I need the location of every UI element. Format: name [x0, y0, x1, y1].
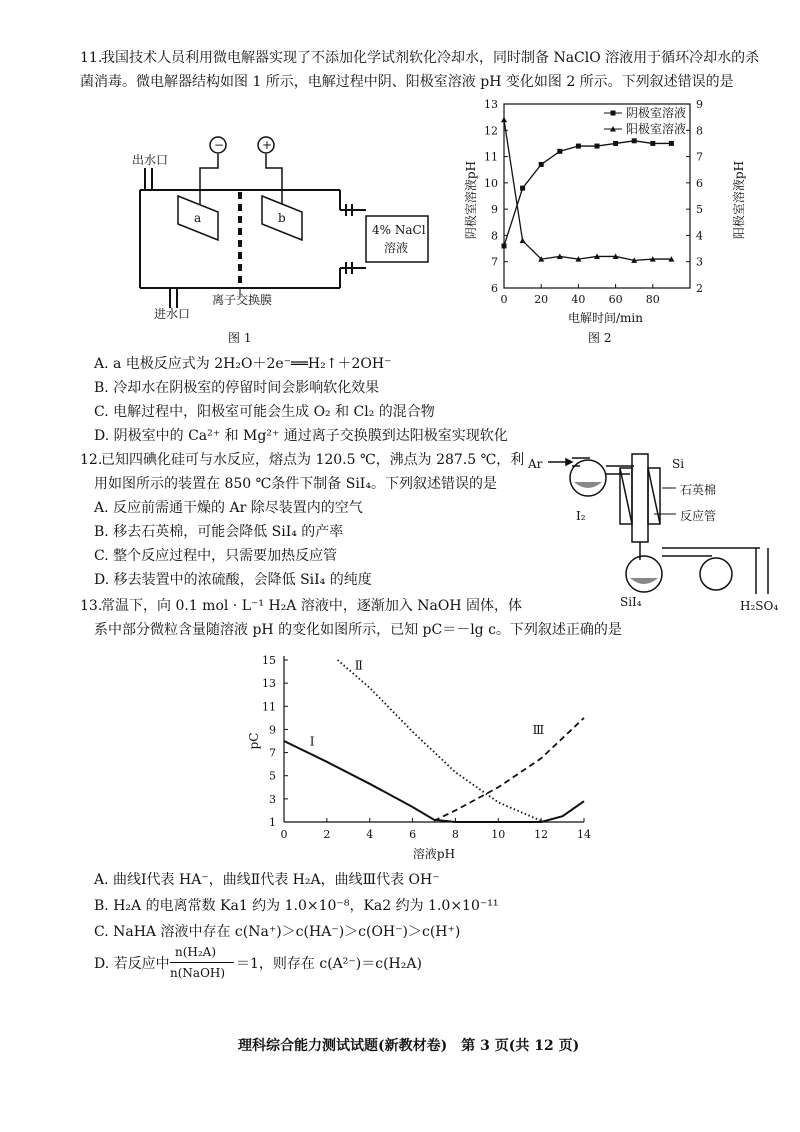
fig2-y2-tick-label: 8 [696, 124, 703, 138]
q11-option-b: B. 冷却水在阴极室的停留时间会影响软化效果 [94, 380, 380, 396]
fig2-x-tick-label: 40 [571, 293, 586, 306]
q13-number: 13. [80, 598, 103, 614]
q12-option-c: C. 整个反应过程中，只需要加热反应管 [94, 548, 338, 564]
fig2-y2-tick-label: 5 [696, 203, 703, 217]
fig3-y-axis-label: pC [247, 732, 261, 750]
fig1-caption: 图 1 [228, 331, 252, 345]
q12-label-quartz: 石英棉 [680, 483, 717, 497]
fig2-y-tick-label: 12 [484, 124, 498, 138]
fig3-x-tick-label: 0 [280, 828, 288, 841]
fig2-ylabel-right: 阳极室溶液pH [732, 160, 747, 240]
fig3-curve-label-1: Ⅰ [309, 734, 315, 749]
fig2-y-tick-label: 10 [484, 176, 498, 190]
q12-number: 12. [80, 452, 103, 468]
fig3-y-tick-label: 5 [269, 769, 276, 783]
fig2-xlabel: 电解时间/min [568, 311, 643, 325]
fig3-y-tick-label: 3 [269, 792, 276, 806]
q12-label-i2: I₂ [576, 509, 586, 523]
fig1-electrode-a: a [194, 211, 202, 225]
fig2-y2-tick-label: 6 [696, 176, 703, 190]
fig3-x-tick-label: 2 [323, 828, 331, 841]
fig2-y2-tick-label: 9 [696, 98, 703, 111]
q13-stem-line2: 系中部分微粒含量随溶液 pH 的变化如图所示，已知 pC＝－lg c。下列叙述正确的是 [94, 622, 622, 638]
fig3-x-tick-label: 10 [491, 828, 506, 841]
q13-option-a: A. 曲线Ⅰ代表 HA⁻，曲线Ⅱ代表 H₂A，曲线Ⅲ代表 OH⁻ [94, 872, 440, 888]
fig1-positive-terminal: + [262, 138, 273, 152]
fig3-curve-2 [338, 660, 542, 821]
fig1-nacl-box-line2: 溶液 [384, 241, 409, 255]
fig3-x-axis-label: 溶液pH [412, 847, 456, 861]
fig2-x-tick-label: 80 [645, 293, 660, 306]
q11-stem-line1: 我国技术人员利用微电解器实现了不添加化学试剂软化冷却水，同时制备 NaClO 溶液用于循环冷却水的杀 [101, 50, 760, 66]
fig2-caption: 图 2 [588, 331, 612, 345]
q12-label-tube: 反应管 [680, 509, 717, 523]
fig3-y-tick-label: 7 [269, 746, 276, 760]
fig3-curve-label-2: Ⅱ [354, 658, 363, 673]
fig3-curve-1 [284, 741, 584, 822]
fig3-y-tick-label: 1 [269, 816, 276, 829]
q11-option-a: A. a 电极反应式为 2H₂O＋2e⁻══H₂↑＋2OH⁻ [94, 356, 392, 372]
q11-option-c: C. 电解过程中，阳极室可能会生成 O₂ 和 Cl₂ 的混合物 [94, 404, 435, 420]
fig2-x-tick-label: 60 [608, 293, 623, 306]
q12-label-sii4: SiI₄ [620, 595, 642, 609]
q13-stem-line1: 常温下，向 0.1 mol · L⁻¹ H₂A 溶液中，逐渐加入 NaOH 固体，体 [101, 598, 523, 614]
fig1-nacl-box-line1: 4% NaCl [372, 223, 426, 237]
fig3-x-tick-label: 6 [409, 828, 417, 841]
fig3-y-tick-label: 15 [262, 654, 276, 667]
q12-option-b: B. 移去石英棉，可能会降低 SiI₄ 的产率 [94, 524, 344, 540]
fig2-y2-tick-label: 7 [696, 150, 703, 164]
fig3-curve-label-3: Ⅲ [532, 723, 545, 738]
fig1-negative-terminal: − [214, 138, 225, 152]
fig3-x-tick-label: 14 [577, 828, 591, 841]
fig2-ylabel-left: 阴极室溶液pH [464, 160, 479, 240]
q12-option-a: A. 反应前需通干燥的 Ar 除尽装置内的空气 [94, 500, 363, 516]
fig2-y2-tick-label: 2 [696, 282, 703, 295]
fig1-outlet-label: 出水口 [132, 153, 169, 167]
fig3-y-tick-label: 11 [262, 700, 276, 714]
fig3-curve-3 [434, 718, 584, 821]
fig3-x-tick-label: 12 [534, 828, 549, 841]
fig1-membrane-label: 离子交换膜 [212, 293, 273, 307]
fig2-y-tick-label: 11 [484, 150, 498, 164]
fig2-x-tick-label: 0 [500, 293, 508, 306]
q12-option-d: D. 移去装置中的浓硫酸，会降低 SiI₄ 的纯度 [94, 572, 372, 588]
q12-stem-line2: 用如图所示的装置在 850 ℃条件下制备 SiI₄。下列叙述错误的是 [94, 476, 497, 492]
q13-option-d-denominator: n(NaOH) [170, 966, 226, 980]
fig2-y-tick-label: 13 [484, 98, 498, 111]
q13-option-d-prefix: D. 若反应中 [94, 956, 170, 972]
fig2-y2-tick-label: 3 [696, 255, 703, 269]
q13-option-d-numerator: n(H₂A) [175, 945, 217, 959]
fig1-electrode-b: b [278, 211, 286, 225]
fig2-x-tick-label: 20 [534, 293, 549, 306]
fig2-y-tick-label: 7 [491, 255, 498, 269]
fig2-y-tick-label: 6 [491, 282, 498, 295]
fig3-y-tick-label: 9 [269, 723, 276, 737]
q13-option-b: B. H₂A 的电离常数 Ka1 约为 1.0×10⁻⁸，Ka2 约为 1.0×10⁻¹¹ [94, 898, 499, 914]
fig3-x-tick-label: 4 [366, 828, 374, 841]
fig2-y-tick-label: 8 [491, 229, 498, 243]
fig1-inlet-label: 进水口 [154, 307, 191, 321]
page-footer: 理科综合能力测试试题(新教材卷) 第 3 页(共 12 页) [238, 1038, 580, 1054]
q13-option-c: C. NaHA 溶液中存在 c(Na⁺)＞c(HA⁻)＞c(OH⁻)＞c(H⁺) [94, 924, 461, 940]
fig3-x-tick-label: 8 [451, 828, 459, 841]
fig2-y2-tick-label: 4 [696, 229, 703, 243]
q12-label-ar: Ar [528, 457, 543, 471]
fig2-legend-cathode: 阴极室溶液 [626, 106, 687, 120]
q11-option-d: D. 阴极室中的 Ca²⁺ 和 Mg²⁺ 通过离子交换膜到达阳极室实现软化 [94, 428, 508, 444]
fig2-legend-anode: 阳极室溶液 [626, 122, 687, 136]
fig3-y-tick-label: 13 [262, 677, 276, 691]
q12-stem-line1: 已知四碘化硅可与水反应，熔点为 120.5 ℃，沸点为 287.5 ℃，利 [101, 452, 525, 468]
q11-stem-line2: 菌消毒。微电解器结构如图 1 所示，电解过程中阴、阳极室溶液 pH 变化如图 2 所示。下列叙述错误的是 [80, 74, 734, 90]
q13-option-d-suffix: ＝1，则存在 c(A²⁻)＝c(H₂A) [236, 956, 422, 972]
q12-label-h2so4: H₂SO₄ [740, 599, 779, 613]
q11-number: 11. [80, 50, 103, 66]
fig2-y-tick-label: 9 [491, 203, 498, 217]
q12-label-si: Si [672, 457, 685, 471]
